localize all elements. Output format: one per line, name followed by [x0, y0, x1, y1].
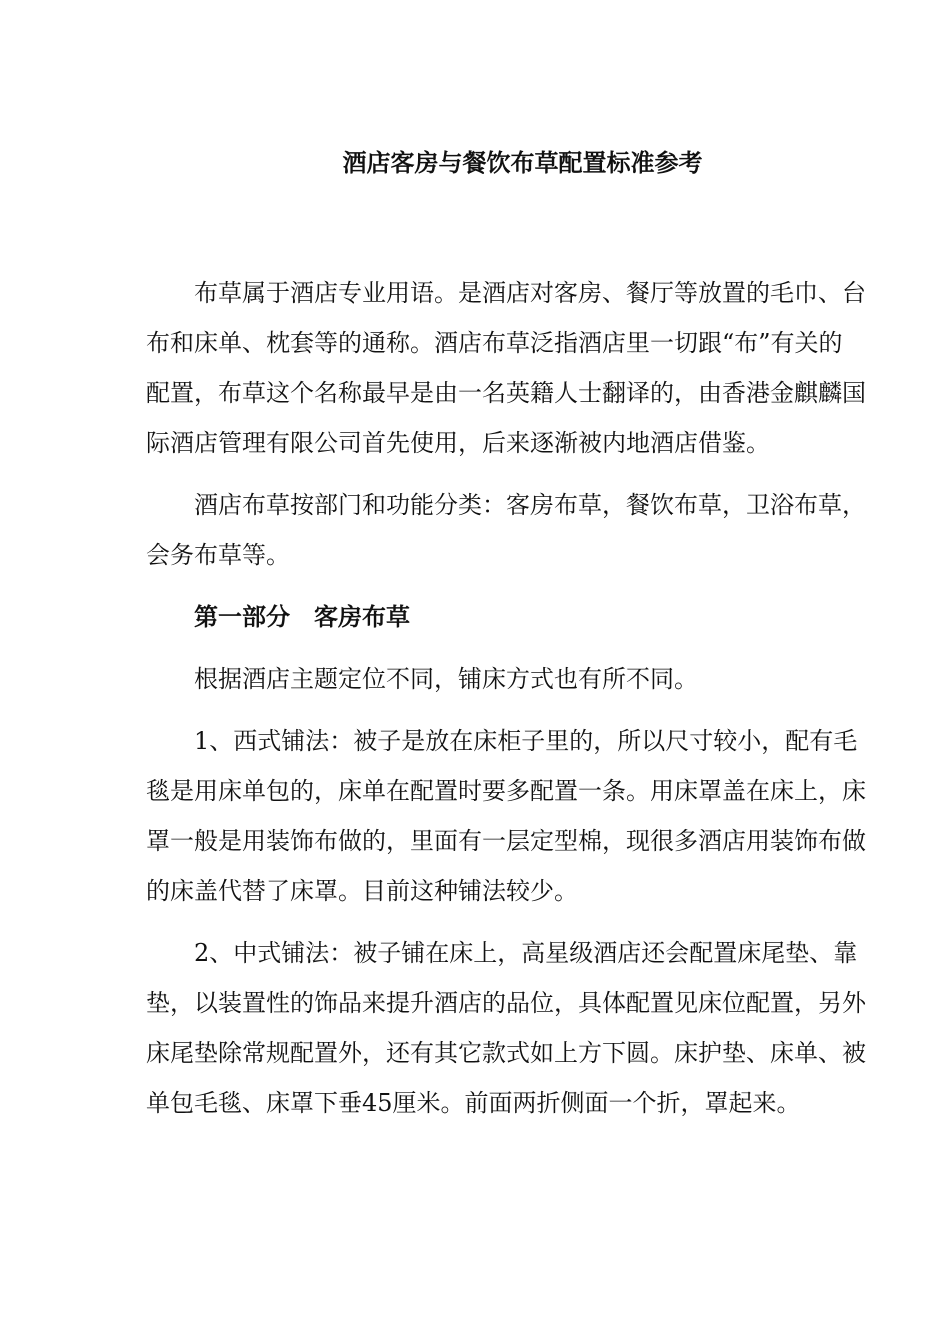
intro-paragraph-2: 酒店布草按部门和功能分类：客房布草，餐饮布草，卫浴布草，会务布草等。 [146, 491, 866, 569]
document-title: 酒店客房与餐饮布草配置标准参考 [342, 148, 703, 177]
document-body [146, 268, 866, 1140]
section-paragraph-1: 根据酒店主题定位不同，铺床方式也有所不同。 [194, 665, 698, 693]
section-heading: 第一部分 客房布草 [194, 602, 410, 631]
section-paragraph-3: 2、中式铺法：被子铺在床上，高星级酒店还会配置床尾垫、靠垫，以装置性的饰品来提升酒店的品位，具体配置见床位配置，另外床尾垫除常规配置外，还有其它款式如上方下圆。床护垫、床单、被单包毛毯、床罩下垂45厘米。前面两折侧面一个折，罩起来。 [146, 939, 866, 1117]
intro-paragraph-1: 布草属于酒店专业用语。是酒店对客房、餐厅等放置的毛巾、台布和床单、枕套等的通称。酒店布草泛指酒店里一切跟“布”有关的配置，布草这个名称最早是由一名英籍人士翻译的，由香港金麒麟国际酒店管理有限公司首先使用，后来逐渐被内地酒店借鉴。 [146, 279, 866, 457]
section-paragraph-2: 1、西式铺法：被子是放在床柜子里的，所以尺寸较小，配有毛毯是用床单包的，床单在配置时要多配置一条。用床罩盖在床上，床罩一般是用装饰布做的，里面有一层定型棉，现很多酒店用装饰布做的床盖代替了床罩。目前这种铺法较少。 [146, 727, 866, 905]
